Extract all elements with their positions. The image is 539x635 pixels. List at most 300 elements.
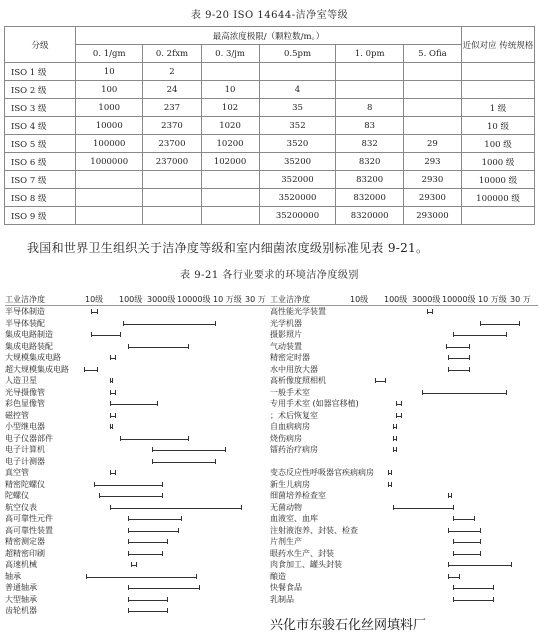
value-cell: 1000000 bbox=[76, 153, 143, 171]
range-tick bbox=[375, 378, 376, 383]
list-item bbox=[270, 329, 538, 341]
range-tick bbox=[396, 447, 397, 452]
value-cell: 24 bbox=[143, 81, 201, 99]
industry-label: 真空管 bbox=[5, 468, 29, 477]
list-item bbox=[270, 456, 538, 468]
range-bar bbox=[453, 554, 479, 555]
range-bar bbox=[422, 393, 506, 394]
range-tick bbox=[115, 355, 116, 360]
value-cell bbox=[403, 81, 461, 99]
value-cell bbox=[76, 189, 143, 207]
range-bar bbox=[152, 450, 225, 451]
list-item bbox=[5, 375, 273, 387]
value-cell: 102000 bbox=[201, 153, 259, 171]
value-cell: 29300 bbox=[403, 189, 461, 207]
industry-label: 高可靠性元件 bbox=[5, 514, 53, 523]
range-tick bbox=[393, 424, 394, 429]
range-tick bbox=[511, 562, 512, 567]
value-cell: 23700 bbox=[143, 135, 201, 153]
range-tick bbox=[453, 505, 454, 510]
industry-label: 肉食加工、罐头封装 bbox=[270, 560, 342, 569]
range-bar bbox=[453, 588, 492, 589]
value-cell bbox=[201, 63, 259, 81]
range-tick bbox=[493, 585, 494, 590]
range-tick bbox=[178, 528, 179, 533]
range-tick bbox=[131, 562, 132, 567]
list-item bbox=[5, 571, 273, 583]
range-tick bbox=[474, 516, 475, 521]
header-fed-equivalent: 近似对应 传统规格 bbox=[462, 27, 535, 63]
range-tick bbox=[432, 309, 433, 314]
value-cell: 352000 bbox=[259, 171, 336, 189]
header-size: 0. 2fxm bbox=[143, 45, 201, 63]
range-tick bbox=[196, 574, 197, 579]
list-item bbox=[270, 318, 538, 330]
range-bar bbox=[448, 531, 479, 532]
range-tick bbox=[110, 413, 111, 418]
value-cell: 29 bbox=[403, 135, 461, 153]
range-tick bbox=[152, 447, 153, 452]
industry-label: 专用手术室 (如器官移植) bbox=[270, 399, 359, 408]
range-tick bbox=[480, 551, 481, 556]
table-row bbox=[5, 63, 535, 81]
industry-label: 气动装置 bbox=[270, 341, 302, 351]
list-item bbox=[270, 536, 538, 548]
range-tick bbox=[393, 447, 394, 452]
industry-label: 电子仪器部件 bbox=[5, 433, 53, 443]
range-tick bbox=[162, 551, 163, 556]
range-bar bbox=[453, 519, 474, 520]
range-bar bbox=[128, 588, 199, 589]
range-tick bbox=[453, 516, 454, 521]
value-cell: 83 bbox=[336, 117, 403, 135]
value-cell: 3520000 bbox=[259, 189, 336, 207]
range-tick bbox=[448, 493, 449, 498]
range-tick bbox=[506, 390, 507, 395]
range-tick bbox=[115, 413, 116, 418]
industry-label: 快餐食品 bbox=[270, 583, 302, 592]
value-cell bbox=[143, 207, 201, 225]
range-tick bbox=[97, 367, 98, 372]
class-cell: ISO 4 级 bbox=[5, 117, 76, 135]
range-tick bbox=[519, 321, 520, 326]
table-row bbox=[5, 189, 535, 207]
range-tick bbox=[493, 597, 494, 602]
list-item bbox=[270, 398, 538, 410]
range-tick bbox=[241, 505, 242, 510]
value-cell: 352 bbox=[259, 117, 336, 135]
value-cell: 293000 bbox=[403, 207, 461, 225]
fed-cell bbox=[462, 63, 535, 81]
industry-label: 齿轮机器 bbox=[5, 606, 37, 615]
header-size: 1. 0pm bbox=[336, 45, 403, 63]
range-bar bbox=[453, 600, 492, 601]
range-bar bbox=[128, 611, 167, 612]
range-bar bbox=[128, 347, 188, 348]
fed-cell: 10 级 bbox=[462, 117, 535, 135]
value-cell: 10200 bbox=[201, 135, 259, 153]
industry-label: 片剂生产 bbox=[270, 537, 302, 546]
industry-label: 集成电路装配 bbox=[5, 341, 53, 351]
range-tick bbox=[128, 539, 129, 544]
range-tick bbox=[115, 390, 116, 395]
range-tick bbox=[393, 505, 394, 510]
value-cell: 293 bbox=[403, 153, 461, 171]
range-bar bbox=[128, 554, 162, 555]
range-tick bbox=[469, 367, 470, 372]
range-tick bbox=[128, 597, 129, 602]
list-item bbox=[270, 352, 538, 364]
range-tick bbox=[112, 424, 113, 429]
value-cell bbox=[201, 171, 259, 189]
industry-label: 烧伤病房 bbox=[270, 433, 302, 443]
industry-label: 半导体制造 bbox=[5, 307, 45, 316]
range-tick bbox=[157, 401, 158, 406]
value-cell bbox=[403, 63, 461, 81]
list-item bbox=[270, 582, 538, 594]
range-tick bbox=[162, 493, 163, 498]
industry-column-right bbox=[270, 293, 538, 617]
range-tick bbox=[396, 424, 397, 429]
range-tick bbox=[388, 482, 389, 487]
value-cell: 10 bbox=[76, 63, 143, 81]
range-bar bbox=[448, 577, 458, 578]
range-tick bbox=[453, 551, 454, 556]
value-cell bbox=[259, 63, 336, 81]
table-row bbox=[5, 99, 535, 117]
industry-label: 变态反应性呼吸器官疾病病房 bbox=[270, 468, 374, 477]
range-tick bbox=[396, 413, 397, 418]
range-tick bbox=[480, 321, 481, 326]
value-cell bbox=[76, 171, 143, 189]
range-tick bbox=[167, 608, 168, 613]
range-tick bbox=[215, 321, 216, 326]
table-title: 表 9-20 ISO 14644-洁净室等级 bbox=[190, 10, 349, 21]
value-cell: 237 bbox=[143, 99, 201, 117]
range-tick bbox=[225, 447, 226, 452]
value-cell: 100 bbox=[76, 81, 143, 99]
range-tick bbox=[123, 321, 124, 326]
list-item bbox=[5, 548, 273, 560]
value-cell: 832000 bbox=[336, 189, 403, 207]
list-item bbox=[270, 341, 538, 353]
value-cell bbox=[201, 189, 259, 207]
header-size: 5. Ofia bbox=[403, 45, 461, 63]
list-item bbox=[270, 513, 538, 525]
list-item bbox=[5, 490, 273, 502]
value-cell: 35 bbox=[259, 99, 336, 117]
industry-label: 血液室、血库 bbox=[270, 514, 318, 523]
list-item bbox=[5, 421, 273, 433]
column-header: 工业洁净度 10级 100级 3000级 10000级 10 万级 30 万 bbox=[270, 293, 538, 306]
range-tick bbox=[110, 424, 111, 429]
fed-cell bbox=[462, 81, 535, 99]
range-tick bbox=[448, 574, 449, 579]
table-row bbox=[5, 171, 535, 189]
industry-label: 集成电路制造 bbox=[5, 330, 53, 339]
list-item bbox=[270, 490, 538, 502]
value-cell bbox=[76, 207, 143, 225]
industry-label: ；术后恢复室 bbox=[270, 410, 318, 420]
range-bar bbox=[110, 508, 241, 509]
value-cell bbox=[403, 117, 461, 135]
range-bar bbox=[84, 370, 97, 371]
range-tick bbox=[396, 401, 397, 406]
range-bar bbox=[128, 519, 180, 520]
range-tick bbox=[167, 597, 168, 602]
range-tick bbox=[401, 413, 402, 418]
range-tick bbox=[469, 344, 470, 349]
class-cell: ISO 5 级 bbox=[5, 135, 76, 153]
fed-cell bbox=[462, 207, 535, 225]
range-bar bbox=[375, 381, 385, 382]
list-item bbox=[270, 559, 538, 571]
industry-label: 酿造 bbox=[270, 571, 286, 581]
table-row bbox=[5, 153, 535, 171]
header-size: 0. 3/jm bbox=[201, 45, 259, 63]
iso-table bbox=[4, 26, 535, 225]
class-cell: ISO 3 级 bbox=[5, 99, 76, 117]
range-tick bbox=[120, 332, 121, 337]
range-tick bbox=[459, 574, 460, 579]
value-cell bbox=[201, 207, 259, 225]
range-tick bbox=[128, 551, 129, 556]
industry-label: 大型轴承 bbox=[5, 594, 37, 604]
range-tick bbox=[162, 482, 163, 487]
range-tick bbox=[448, 367, 449, 372]
header-class: 分级 bbox=[5, 27, 76, 63]
range-bar bbox=[86, 577, 196, 578]
range-tick bbox=[128, 585, 129, 590]
table-row bbox=[5, 117, 535, 135]
range-tick bbox=[480, 539, 481, 544]
range-tick bbox=[480, 528, 481, 533]
industry-label: 高可靠性装置 bbox=[5, 525, 53, 535]
list-item bbox=[5, 387, 273, 399]
range-bar bbox=[453, 335, 505, 336]
industry-label: 眼药水生产、封装 bbox=[270, 548, 334, 558]
range-tick bbox=[167, 539, 168, 544]
range-tick bbox=[385, 378, 386, 383]
list-item bbox=[270, 479, 538, 491]
range-bar bbox=[110, 404, 157, 405]
range-tick bbox=[451, 493, 452, 498]
industry-column-left bbox=[5, 293, 273, 617]
value-cell: 2 bbox=[143, 63, 201, 81]
range-tick bbox=[188, 344, 189, 349]
value-cell: 1020 bbox=[201, 117, 259, 135]
value-cell: 35200000 bbox=[259, 207, 336, 225]
range-tick bbox=[391, 470, 392, 475]
range-tick bbox=[120, 436, 121, 441]
industry-label: 电子计测器 bbox=[5, 456, 45, 466]
range-bar bbox=[448, 358, 469, 359]
range-tick bbox=[99, 493, 100, 498]
range-tick bbox=[388, 470, 389, 475]
table-row bbox=[5, 207, 535, 225]
range-tick bbox=[128, 516, 129, 521]
range-tick bbox=[115, 470, 116, 475]
class-cell: ISO 9 级 bbox=[5, 207, 76, 225]
industry-label: 水中用放大器 bbox=[270, 364, 318, 374]
value-cell: 35200 bbox=[259, 153, 336, 171]
range-tick bbox=[86, 574, 87, 579]
industry-label: 精密定时器 bbox=[270, 353, 310, 362]
list-item bbox=[5, 513, 273, 525]
value-cell bbox=[336, 81, 403, 99]
range-bar bbox=[446, 347, 470, 348]
range-tick bbox=[448, 528, 449, 533]
industry-label: 精密陀螺仪 bbox=[5, 479, 45, 489]
range-tick bbox=[391, 482, 392, 487]
range-bar bbox=[453, 542, 479, 543]
range-bar bbox=[128, 531, 178, 532]
range-tick bbox=[128, 344, 129, 349]
value-cell: 102 bbox=[201, 99, 259, 117]
fed-cell: 1 级 bbox=[462, 99, 535, 117]
fed-cell: 100000 级 bbox=[462, 189, 535, 207]
range-bar bbox=[128, 542, 167, 543]
range-tick bbox=[453, 332, 454, 337]
industry-label: 航空仪表 bbox=[5, 502, 37, 512]
industry-label: 自血病病房 bbox=[270, 422, 310, 431]
header-concentration: 最高浓度极限/（颗粒数/m。） bbox=[76, 27, 462, 45]
industry-label: 轴承 bbox=[5, 571, 21, 581]
range-bar bbox=[448, 565, 511, 566]
range-tick bbox=[152, 459, 153, 464]
range-tick bbox=[181, 516, 182, 521]
range-tick bbox=[453, 585, 454, 590]
industry-label: 细菌培养检查室 bbox=[270, 491, 326, 500]
range-tick bbox=[453, 597, 454, 602]
list-item bbox=[270, 444, 538, 456]
value-cell bbox=[143, 171, 201, 189]
range-bar bbox=[393, 508, 453, 509]
industry-label: 高性能光学装置 bbox=[270, 307, 326, 316]
table-row bbox=[5, 135, 535, 153]
value-cell: 237000 bbox=[143, 153, 201, 171]
industry-label: 精密测定器 bbox=[5, 537, 45, 546]
value-cell: 10 bbox=[201, 81, 259, 99]
list-item bbox=[5, 352, 273, 364]
industry-label: 小型继电器 bbox=[5, 422, 45, 431]
range-bar bbox=[128, 600, 167, 601]
class-cell: ISO 1 级 bbox=[5, 63, 76, 81]
range-tick bbox=[401, 401, 402, 406]
industry-label: 无菌动物 bbox=[270, 502, 302, 512]
value-cell bbox=[143, 189, 201, 207]
industry-label: 高析像度照相机 bbox=[270, 376, 326, 385]
list-item bbox=[5, 502, 273, 514]
value-cell bbox=[403, 99, 461, 117]
list-item bbox=[270, 467, 538, 479]
range-bar bbox=[123, 324, 215, 325]
range-tick bbox=[136, 562, 137, 567]
body-paragraph: 我国和世界卫生组织关于洁净度等级和室内细菌浓度级别标准见表 9-21。 bbox=[27, 241, 429, 255]
fed-cell: 1000 级 bbox=[462, 153, 535, 171]
industry-label: 超大规模集成电路 bbox=[5, 364, 69, 374]
range-bar bbox=[448, 370, 469, 371]
range-tick bbox=[453, 539, 454, 544]
industry-label: 彩色显像管 bbox=[5, 399, 45, 408]
industry-label: 人造卫星 bbox=[5, 376, 37, 385]
list-item bbox=[5, 559, 273, 571]
list-item bbox=[5, 594, 273, 606]
list-item bbox=[270, 375, 538, 387]
range-tick bbox=[110, 401, 111, 406]
range-bar bbox=[99, 496, 162, 497]
range-tick bbox=[427, 309, 428, 314]
industry-label: 光导摄像管 bbox=[5, 387, 45, 397]
list-item bbox=[270, 364, 538, 376]
list-item bbox=[5, 410, 273, 422]
range-bar bbox=[91, 335, 120, 336]
range-tick bbox=[84, 367, 85, 372]
range-tick bbox=[91, 332, 92, 337]
list-item bbox=[270, 421, 538, 433]
range-tick bbox=[110, 378, 111, 383]
range-tick bbox=[110, 355, 111, 360]
class-cell: ISO 8 级 bbox=[5, 189, 76, 207]
industry-label: 大规模集成电路 bbox=[5, 353, 61, 362]
range-tick bbox=[396, 436, 397, 441]
list-item bbox=[270, 594, 538, 606]
list-item bbox=[270, 571, 538, 583]
industry-label: 超精密印刷 bbox=[5, 548, 45, 558]
value-cell: 8 bbox=[336, 99, 403, 117]
list-item bbox=[270, 387, 538, 399]
value-cell: 4 bbox=[259, 81, 336, 99]
class-cell: ISO 2 级 bbox=[5, 81, 76, 99]
range-tick bbox=[448, 355, 449, 360]
industry-label: 电子计算机 bbox=[5, 445, 45, 454]
value-cell: 8320000 bbox=[336, 207, 403, 225]
table-title-2: 表 9-21 各行业要求的环境洁净度级别 bbox=[180, 270, 359, 281]
range-tick bbox=[393, 436, 394, 441]
industry-label: 半导体装配 bbox=[5, 318, 45, 328]
header-size: 0.5pm bbox=[259, 45, 336, 63]
list-item bbox=[5, 467, 273, 479]
range-bar bbox=[480, 324, 519, 325]
table-row bbox=[5, 81, 535, 99]
range-tick bbox=[110, 505, 111, 510]
value-cell bbox=[336, 63, 403, 81]
industry-label: 摄影照片 bbox=[270, 330, 302, 339]
industry-label: 一般手术室 bbox=[270, 387, 310, 397]
range-tick bbox=[110, 390, 111, 395]
range-bar bbox=[120, 439, 188, 440]
list-item bbox=[5, 582, 273, 594]
value-cell: 2370 bbox=[143, 117, 201, 135]
watermark: 兴化市东骏石化丝网填料厂 bbox=[270, 618, 427, 633]
list-item bbox=[5, 605, 273, 617]
range-tick bbox=[94, 482, 95, 487]
range-tick bbox=[446, 344, 447, 349]
industry-label: 注射液泡养、封装、检查 bbox=[270, 525, 358, 535]
range-tick bbox=[91, 309, 92, 314]
column-header: 工业洁净度 10级 100级 3000级 10000级 10 万级 30 万 bbox=[5, 293, 273, 306]
range-tick bbox=[112, 378, 113, 383]
industry-label: 新生儿病房 bbox=[270, 479, 310, 489]
value-cell: 8320 bbox=[336, 153, 403, 171]
list-item bbox=[5, 536, 273, 548]
range-tick bbox=[469, 355, 470, 360]
list-item bbox=[270, 306, 538, 318]
list-item bbox=[270, 502, 538, 514]
list-item bbox=[5, 525, 273, 537]
value-cell: 1000 bbox=[76, 99, 143, 117]
fed-cell: 10000 级 bbox=[462, 171, 535, 189]
